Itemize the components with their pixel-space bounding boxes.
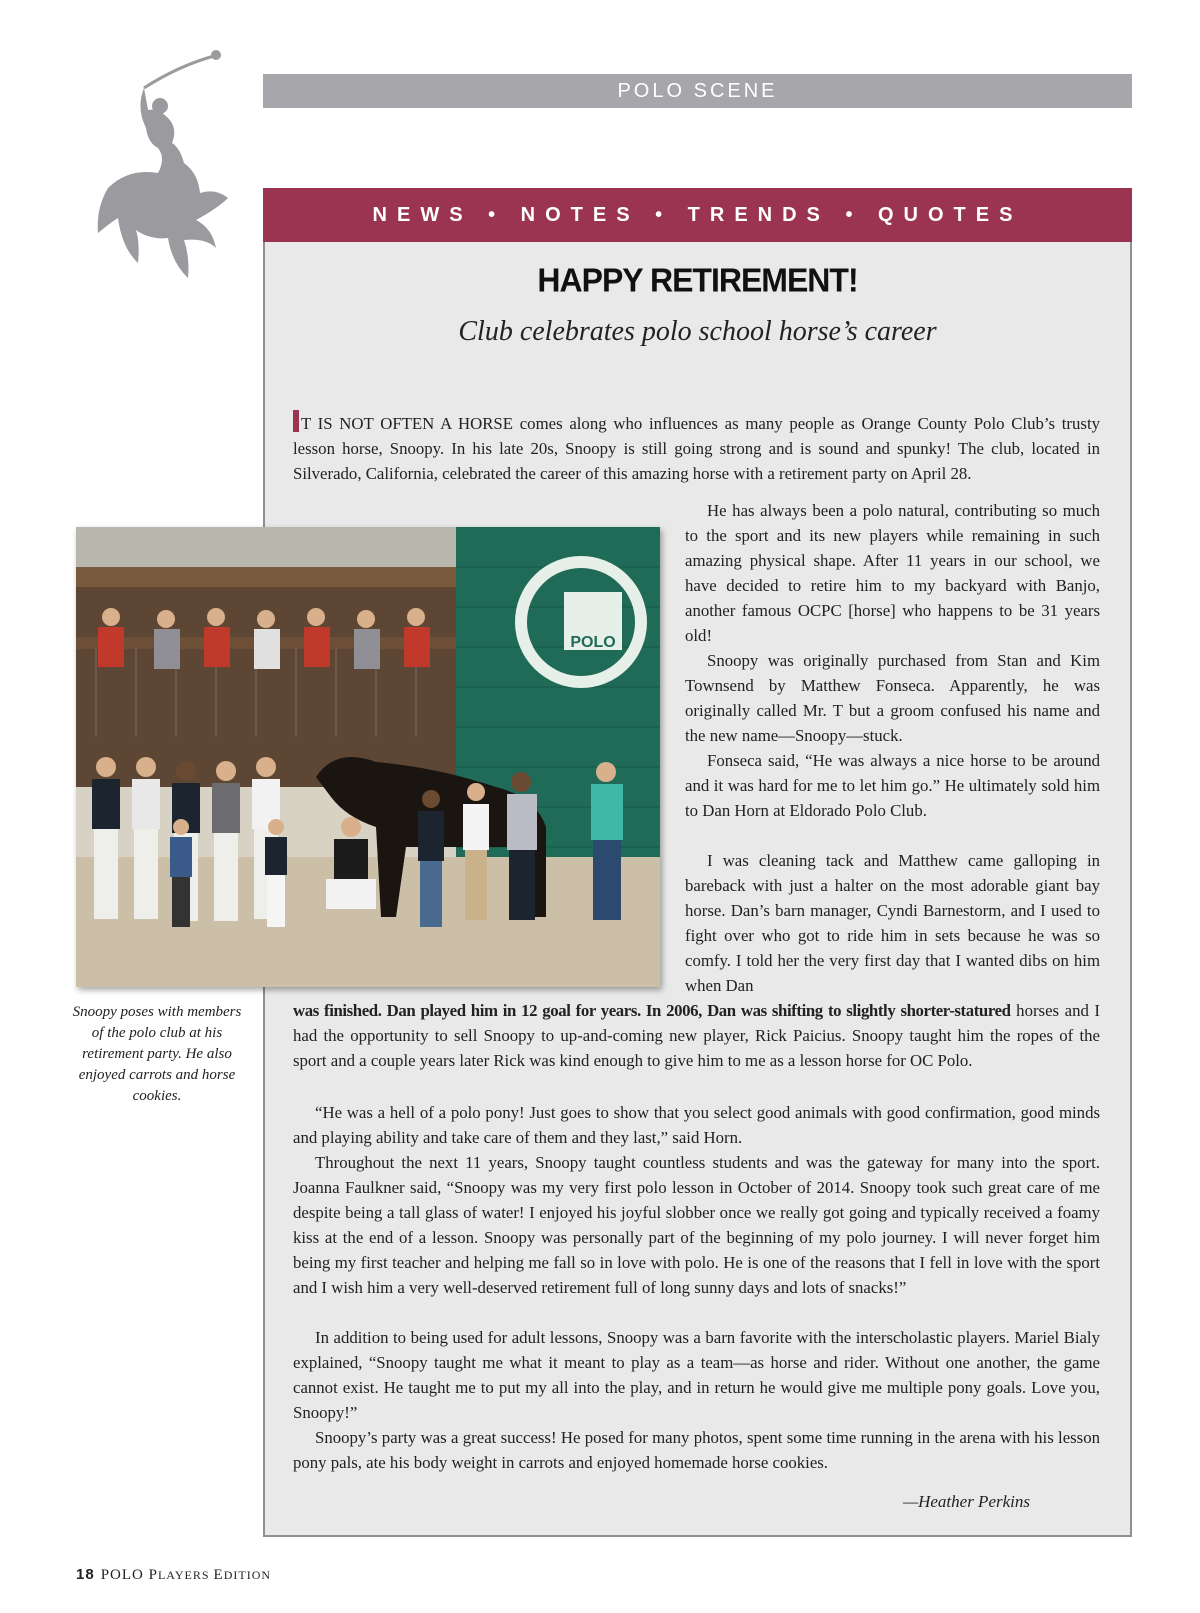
polo-player-logo	[88, 48, 238, 298]
pub-layers: LAYERS	[157, 1568, 214, 1582]
paragraph-faulkner: Throughout the next 11 years, Snoopy taught countless students and was the gateway for many into the sport. Joanna Faulkner said, “Snoopy was my very first polo lesson in October of 2014. Snoopy took such great care of me despite being a tall glass of water! I enjoyed his joyful slobber once we really got going and typically received a foamy kiss at the end of a lesson. Snoopy was personally part of the beginning of my polo journey. I will never forget him being my first teacher and helping me fall so in love with polo. He is one of the reasons that I fell in love with the sport and I wish him a very well-deserved retirement full of long sunny days and lots of snacks!”	[293, 1153, 1100, 1298]
polo-sign-text: POLO	[570, 634, 616, 651]
continued-paragraph	[293, 998, 1100, 1073]
intro-text: T IS NOT OFTEN A HORSE comes along who influences as many people as Orange County Polo Club’s trusty lesson horse, Snoopy. In his late 20s, Snoopy is still going strong and is sound and spunky! The club, located in Silverado, California, celebrated the career of this amazing horse with a retirement party on April 28.	[293, 414, 1100, 484]
category-header: NEWS • NOTES • TRENDS • QUOTES	[263, 188, 1132, 242]
headline: HAPPY RETIREMENT!	[537, 261, 858, 299]
photo-caption: Snoopy poses with members of the polo club at his retirement party. He also enjoyed carrots and horse cookies.	[72, 1004, 242, 1104]
section-label: POLO SCENE	[263, 74, 1132, 108]
page-footer	[76, 1566, 271, 1584]
paragraph-horn-quote: “He was a hell of a polo pony! Just goes to show that you select good animals with good confirmation, good minds and playing ability and take care of them and they last,” said Horn.	[293, 1103, 1100, 1148]
author-signoff: —Heather Perkins	[902, 1492, 1030, 1511]
page-number: 18	[76, 1566, 95, 1583]
column-paragraph-3: Fonseca said, “He was always a nice horse to be around and it was hard for me to let him go.” He ultimately sold him to Dan Horn at Eldorado Polo Club.	[685, 751, 1100, 821]
intro-paragraph	[293, 410, 1100, 486]
pub-dition: DITION	[223, 1568, 272, 1582]
column-paragraph-2: Snoopy was originally purchased from Stan and Kim Townsend by Matthew Fonseca. Apparently, he was originally called Mr. T but a groom confused his name and the new name—Snoopy—stuck.	[685, 651, 1100, 746]
pub-polo: POLO	[100, 1567, 149, 1583]
subhead: Club celebrates polo school horse’s career	[458, 316, 937, 347]
column-paragraph-4: I was cleaning tack and Matthew came galloping in bareback with just a halter on the most adorable giant bay horse. Dan’s barn manager, Cyndi Barnestorm, and I used to fight over who got to ride him in sets because he was so comfy. I told her the very first day that I wanted dibs on him when Dan	[685, 851, 1100, 996]
column-paragraph-1: He has always been a polo natural, contributing so much to the sport and its new players while remaining in such amazing physical shape. After 11 years in our school, we have decided to retire him to my backyard with Banjo, another famous OCPC [horse] who happens to be 31 years old!	[685, 501, 1100, 646]
pub-p: P	[148, 1567, 158, 1583]
paragraph-party: Snoopy’s party was a great success! He posed for many photos, spent some time running in the arena with his lesson pony pals, ate his body weight in carrots and enjoyed homemade horse cookies.	[293, 1428, 1100, 1473]
paragraph-bialy: In addition to being used for adult lessons, Snoopy was a barn favorite with the interscholastic players. Mariel Bialy explained, “Snoopy taught me what it meant to play as a team—as horse and rider. Without one another, the game cannot exist. He taught me to put my all into the play, and in return he would give me multiple pony goals. Love you, Snoopy!”	[293, 1328, 1100, 1423]
bold-line: was finished. Dan played him in 12 goal for years. In 2006, Dan was shifting to slightly shorter-statured	[293, 1001, 1011, 1020]
group-photo	[76, 527, 660, 987]
dropcap-bar	[293, 410, 299, 432]
continued-text: horses and I had the opportunity to sell Snoopy to up-and-coming new player, Rick Paicius. Snoopy taught him the ropes of the sport and a couple years later Rick was kind enough to give him to me as a lesson horse for OC Polo.	[293, 1001, 1101, 1071]
pub-e: E	[213, 1567, 224, 1583]
